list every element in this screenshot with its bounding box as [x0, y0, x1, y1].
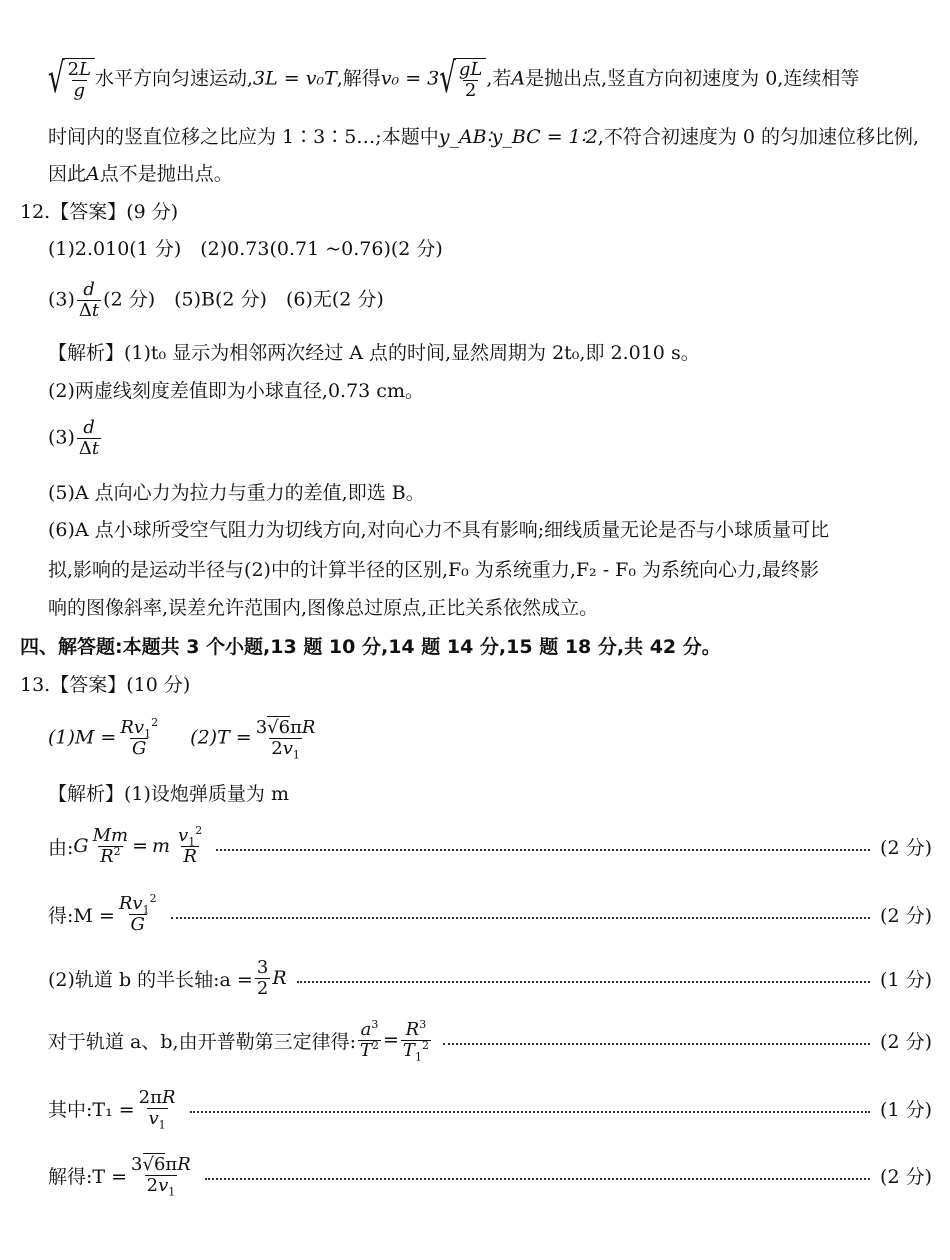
- q12-analysis-3: (3) $\frac{d}{\Delta t}$: [48, 417, 100, 459]
- step-line-4: 对于轨道 a、b,由开普勒第三定律得: $\frac{a^3}{T^2}$ = $\frac{R^3}{T_1^2}$ (2 分): [48, 1018, 932, 1064]
- sqrt-gL-2: √ $\frac{gL}{2}$: [439, 58, 486, 101]
- q12-title: 12.【答案】(9 分): [20, 201, 179, 223]
- q13-analysis: 【解析】(1)设炮弹质量为 m: [48, 783, 289, 805]
- q12-analysis-6a: (6)A 点小球所受空气阻力为切线方向,对向心力不具有影响;细线质量无论是否与小球质量可比: [48, 519, 830, 541]
- section-4-heading: 四、解答题:本题共 3 个小题,13 题 10 分,14 题 14 分,15 题 18 分,共 42 分。: [20, 636, 721, 658]
- step-line-1: 由: G $\frac{Mm}{R^2}$ = m $\frac{v_1^2}{R}$ (2 分): [48, 824, 932, 867]
- q12-analysis-6b: 拟,影响的是运动半径与(2)中的计算半径的区别,F₀ 为系统重力,F₂ - F₀ 为系统向心力,最终影: [48, 559, 820, 581]
- q12-answer-1: (1)2.010(1 分) (2)0.73(0.71 ~0.76)(2 分): [48, 238, 443, 260]
- q12-analysis-1: 【解析】(1)t₀ 显示为相邻两次经过 A 点的时间,显然周期为 2t₀,即 2.010 s。: [48, 342, 700, 364]
- q12-analysis-2: (2)两虚线刻度差值即为小球直径,0.73 cm。: [48, 380, 424, 402]
- sqrt-2L-g: √ $\frac{2L}{g}$: [48, 58, 95, 101]
- fraction-period-answer: $\frac{3√6\pi R}{2v_1}$: [255, 717, 316, 762]
- text-line-3: 因此A点不是抛出点。: [48, 163, 233, 185]
- q13-answers: (1)M = $\frac{Rv_1^2}{G}$ (2)T = $\frac{3√6\pi R}{2v_1}$: [48, 716, 316, 762]
- q12-analysis-5: (5)A 点向心力为拉力与重力的差值,即选 B。: [48, 482, 425, 504]
- q12-analysis-6c: 响的图像斜率,误差允许范围内,图像总过原点,正比关系依然成立。: [48, 597, 599, 619]
- fraction-Rv1sq-G: $\frac{Rv_1^2}{G}$: [120, 716, 159, 759]
- text-line-1: √ $\frac{2L}{g}$ 水平方向匀速运动,3L = v₀T,解得v₀ = 3 √ $\frac{gL}{2}$ ,若A是抛出点,竖直方向初速度为 0,连续相等: [48, 55, 860, 104]
- text-line-2: 时间内的竖直位移之比应为 1∶3∶5…;本题中y_AB∶y_BC = 1∶2,不符合初速度为 0 的匀加速位移比例,: [48, 126, 920, 148]
- fraction-d-dt: $\frac{d}{\Delta t}$: [78, 279, 100, 321]
- step-line-3: (2)轨道 b 的半长轴:a = $\frac{3}{2}$ R (1 分): [48, 957, 932, 999]
- step-line-6: 解得:T = $\frac{3√6\pi R}{2v_1}$ (2 分): [48, 1154, 932, 1199]
- step-line-5: 其中:T₁ = $\frac{2\pi R}{v_1}$ (1 分): [48, 1087, 932, 1132]
- q13-title: 13.【答案】(10 分): [20, 674, 191, 696]
- step-line-2: 得:M = $\frac{Rv_1^2}{G}$ (2 分): [48, 892, 932, 935]
- q12-answer-2: (3) $\frac{d}{\Delta t}$ (2 分) (5)B(2 分) (6)无(2 分): [48, 279, 384, 321]
- fraction-d-dt-2: $\frac{d}{\Delta t}$: [78, 417, 100, 459]
